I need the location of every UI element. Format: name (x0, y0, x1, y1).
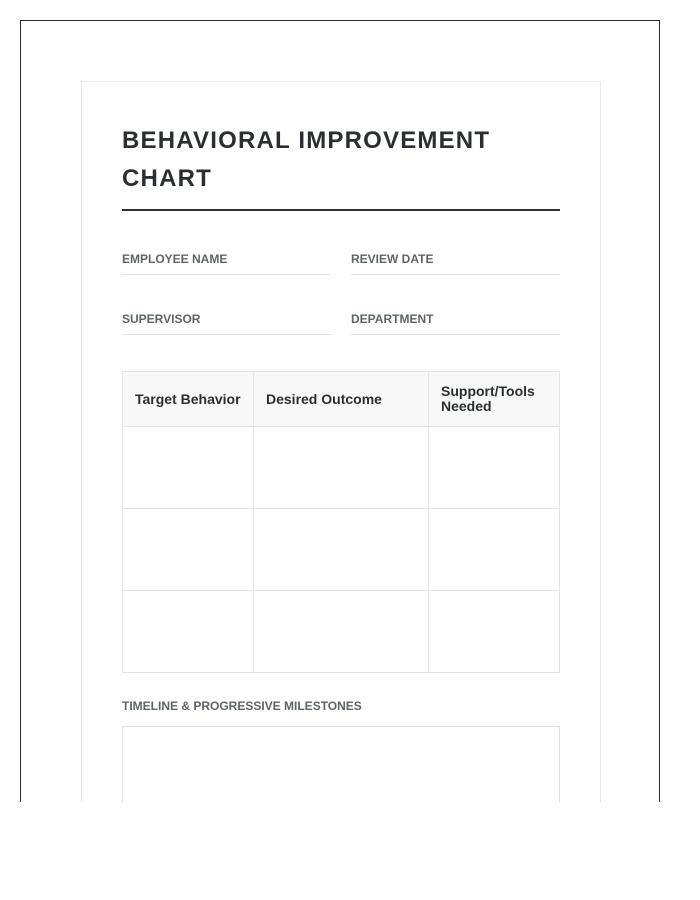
header-desired-outcome: Desired Outcome (254, 372, 429, 427)
table-row (123, 427, 560, 509)
behavior-table (122, 371, 560, 673)
table-row (123, 591, 560, 673)
table-row (123, 509, 560, 591)
timeline-input-box[interactable] (122, 726, 560, 802)
timeline-label: TIMELINE & PROGRESSIVE MILESTONES (122, 699, 362, 713)
table-cell[interactable] (254, 427, 429, 509)
table-header-row (123, 372, 560, 427)
supervisor-field[interactable]: SUPERVISOR (122, 312, 331, 335)
table-cell[interactable] (429, 591, 560, 673)
header-target-behavior: Target Behavior (123, 372, 254, 427)
employee-name-field[interactable]: EMPLOYEE NAME (122, 252, 331, 275)
table-cell[interactable] (123, 591, 254, 673)
header-support-tools: Support/Tools Needed (429, 372, 560, 427)
table-cell[interactable] (123, 509, 254, 591)
table-cell[interactable] (429, 509, 560, 591)
page-title: BEHAVIORAL IMPROVEMENT CHART (122, 127, 491, 192)
table-cell[interactable] (254, 509, 429, 591)
table-cell[interactable] (123, 427, 254, 509)
table-cell[interactable] (254, 591, 429, 673)
department-field[interactable]: DEPARTMENT (351, 312, 560, 335)
review-date-field[interactable]: REVIEW DATE (351, 252, 560, 275)
table-cell[interactable] (429, 427, 560, 509)
title-divider (122, 209, 560, 211)
